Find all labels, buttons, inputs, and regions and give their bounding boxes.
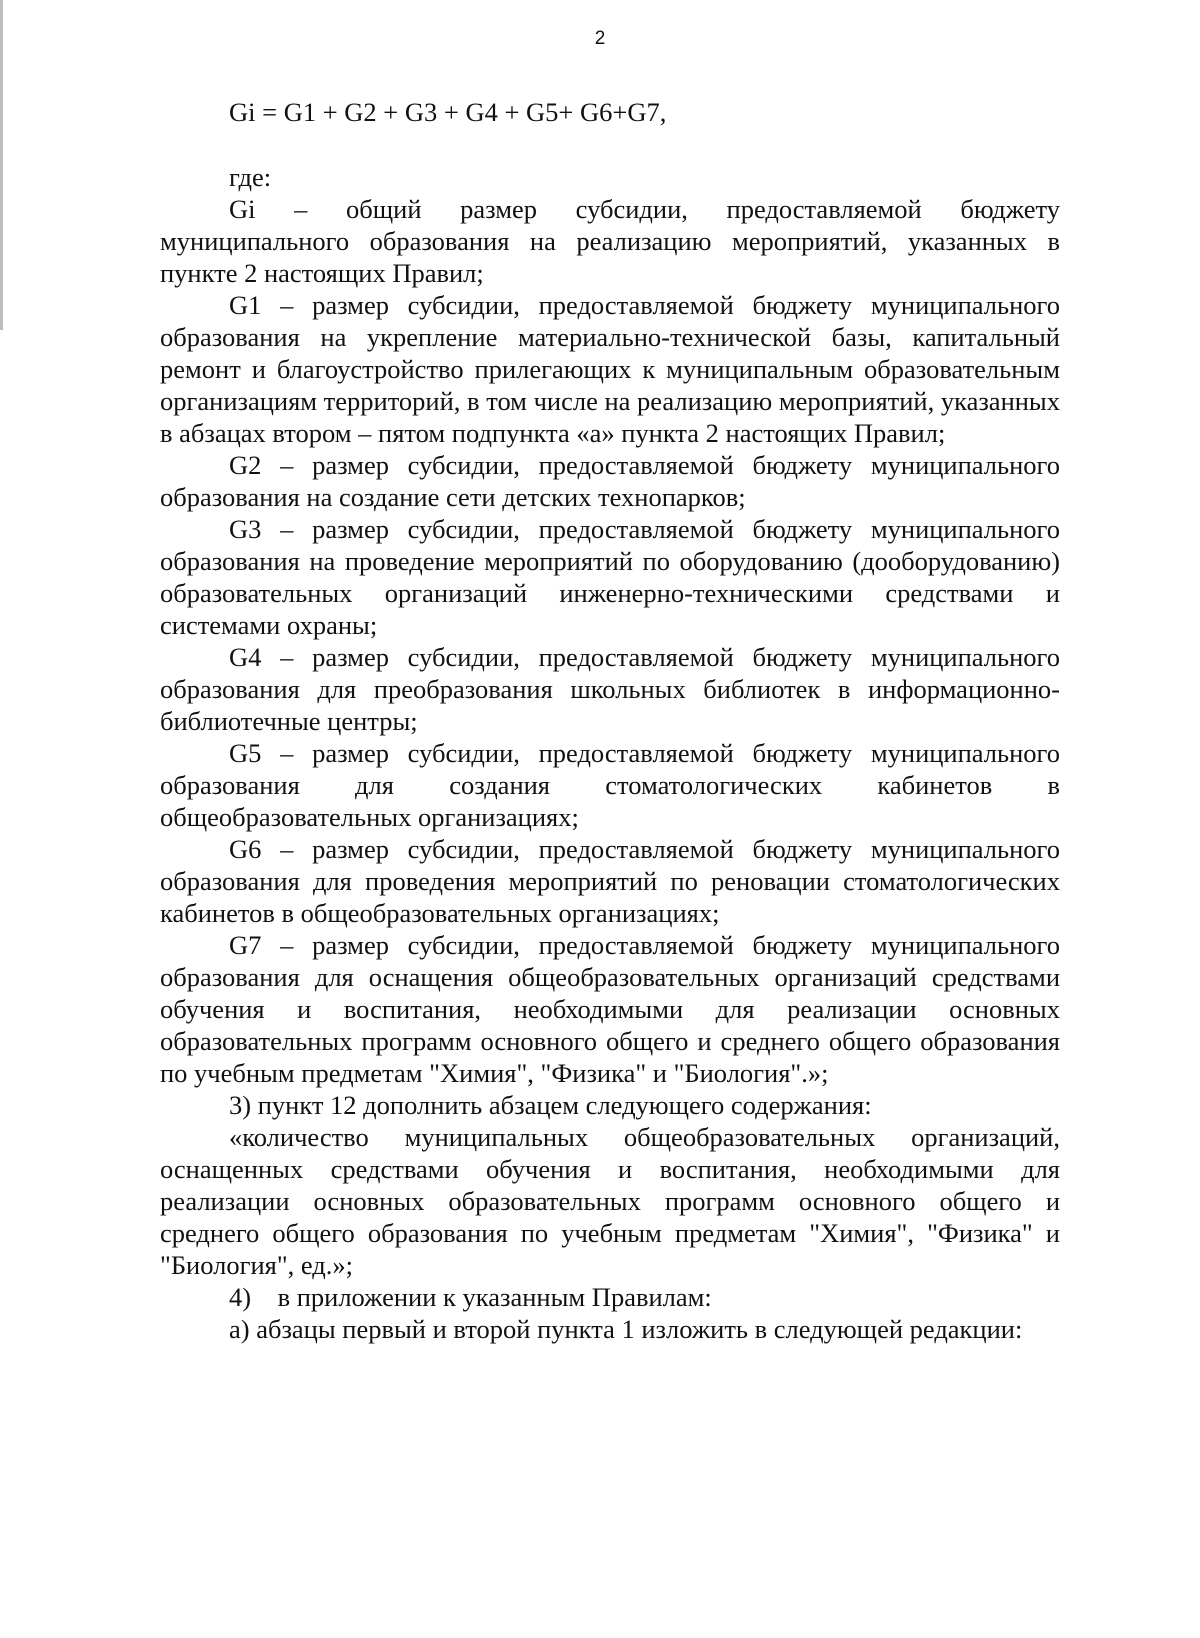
page-number: 2 — [594, 28, 606, 49]
paragraph-where: где: — [229, 162, 272, 192]
paragraph-g5-definition: G5 – размер субсидии, предоставляемой бюджету муниципального образования для создания стоматологических кабинетов в общеобразовательных организациях; — [160, 738, 1060, 832]
paragraph-item-4: 4) в приложении к указанным Правилам: — [229, 1282, 712, 1312]
paragraph-gi-definition: Gi – общий размер субсидии, предоставляемой бюджету муниципального образования на реализацию мероприятий, указанных в пункте 2 настоящих Правил; — [160, 194, 1060, 288]
paragraph-item-3: 3) пункт 12 дополнить абзацем следующего содержания: — [229, 1090, 872, 1120]
paragraph-g4-definition: G4 – размер субсидии, предоставляемой бюджету муниципального образования для преобразования школьных библиотек в информационно-библиотечные центры; — [160, 642, 1060, 736]
paragraph-g6-definition: G6 – размер субсидии, предоставляемой бюджету муниципального образования для проведения мероприятий по реновации стоматологических кабинетов в общеобразовательных организациях; — [160, 834, 1060, 928]
paragraph-g2-definition: G2 – размер субсидии, предоставляемой бюджету муниципального образования на создание сети детских технопарков; — [160, 450, 1060, 512]
paragraph-quoted-addition: «количество муниципальных общеобразовательных организаций, оснащенных средствами обучения и воспитания, необходимыми для реализации основных образовательных программ основного общего и среднего общего образования по учебным предметам "Химия", "Физика" и "Биология", ед.»; — [160, 1122, 1060, 1280]
paragraph-g3-definition: G3 – размер субсидии, предоставляемой бюджету муниципального образования на проведение мероприятий по оборудованию (дооборудованию) образовательных организаций инженерно-техническими средствами и системами охраны; — [160, 514, 1060, 640]
formula: Gi = G1 + G2 + G3 + G4 + G5+ G6+G7, — [229, 97, 667, 127]
document-body — [160, 96, 1060, 1345]
paragraph-g7-definition: G7 – размер субсидии, предоставляемой бюджету муниципального образования для оснащения общеобразовательных организаций средствами обучения и воспитания, необходимыми для реализации основных образовательных программ основного общего и среднего общего образования по учебным предметам "Химия", "Физика" и "Биология".»; — [160, 930, 1060, 1088]
paragraph-g1-definition: G1 – размер субсидии, предоставляемой бюджету муниципального образования на укрепление материально-технической базы, капитальный ремонт и благоустройство прилегающих к муниципальным образовательным организациям территорий, в том числе на реализацию мероприятий, указанных в абзацах втором – пятом подпункта «а» пункта 2 настоящих Правил; — [160, 290, 1060, 448]
paragraph-subitem-a: а) абзацы первый и второй пункта 1 изложить в следующей редакции: — [229, 1314, 1023, 1344]
